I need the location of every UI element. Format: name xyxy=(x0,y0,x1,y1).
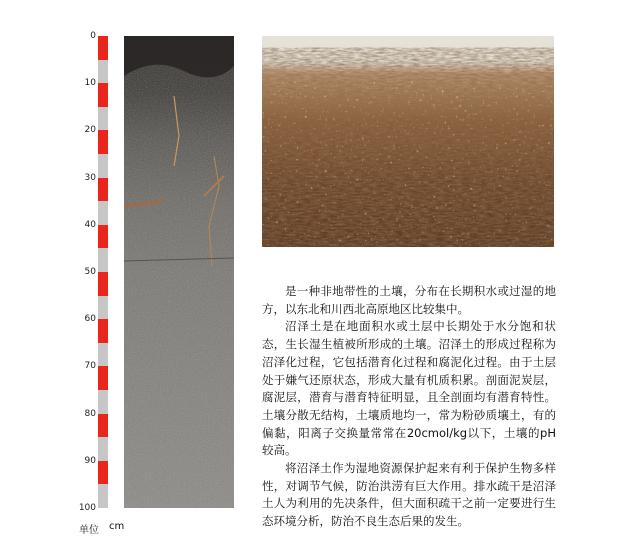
depth-scale-bar xyxy=(98,36,108,508)
scale-segment xyxy=(98,225,108,249)
unit-cm: cm xyxy=(109,521,125,532)
marsh-wetland-photo xyxy=(262,36,554,247)
scale-tick-label: 100 xyxy=(78,503,96,513)
scale-segment xyxy=(98,437,108,461)
scale-segment xyxy=(98,343,108,367)
scale-tick-label: 0 xyxy=(90,31,96,41)
scale-segment xyxy=(98,248,108,272)
soil-profile-photo xyxy=(124,36,234,508)
scale-segment xyxy=(98,414,108,438)
scale-tick-label: 80 xyxy=(84,408,96,419)
scale-segment xyxy=(98,130,108,154)
scale-segment xyxy=(98,296,108,320)
scale-tick-label: 40 xyxy=(84,219,96,230)
scale-tick-label: 60 xyxy=(84,314,96,325)
scale-segment xyxy=(98,272,108,296)
scale-segment xyxy=(98,60,108,84)
scale-segment xyxy=(98,319,108,343)
paragraph-1: 是一种非地带性的土壤，分布在长期积水或过湿的地方，以东北和川西北高原地区比较集中。 xyxy=(262,284,556,316)
scale-segment xyxy=(98,83,108,107)
description-text xyxy=(262,283,556,531)
unit-label: 单位 xyxy=(79,525,99,536)
scale-segment xyxy=(98,201,108,225)
scale-segment xyxy=(98,366,108,390)
scale-segment xyxy=(98,107,108,131)
scale-segment xyxy=(98,178,108,202)
scale-tick-label: 30 xyxy=(84,172,96,183)
scale-tick-label: 50 xyxy=(84,267,96,277)
scale-segment xyxy=(98,484,108,508)
scale-tick-label: 70 xyxy=(84,361,96,372)
scale-segment xyxy=(98,390,108,414)
scale-tick-label: 90 xyxy=(84,455,96,466)
scale-tick-label: 20 xyxy=(84,125,96,136)
soil-profile-texture xyxy=(124,36,234,508)
scale-segment xyxy=(98,461,108,485)
wetland-texture xyxy=(262,36,554,247)
scale-segment xyxy=(98,154,108,178)
paragraph-2: 沼泽土是在地面积水或土层中长期处于水分饱和状态，生长湿生植被所形成的土壤。沼泽土的形成过程称为沼泽化过程，它包括潜育化过程和腐泥化过程。由于土层处于嫌气还原状态，形成大量有机质积累。剖面泥炭层，腐泥层，潜育与潜育特征明显，且全剖面均有潜育特性。土壤分散无结构，土壤质地均一，常为粉砂质壤土，有的偏黏，阳离子交换量常常在20cmol/kg以下，土壤的pH较高。 xyxy=(262,319,556,458)
paragraph-3: 将沼泽土作为湿地资源保护起来有利于保护生物多样性，对调节气候，防治洪涝有巨大作用。排水疏干是沼泽土人为利用的先决条件，但大面积疏干之前一定要进行生态环境分析，防治不良生态后果的发生。 xyxy=(262,461,556,529)
scale-segment xyxy=(98,36,108,60)
scale-tick-label: 10 xyxy=(84,78,96,89)
